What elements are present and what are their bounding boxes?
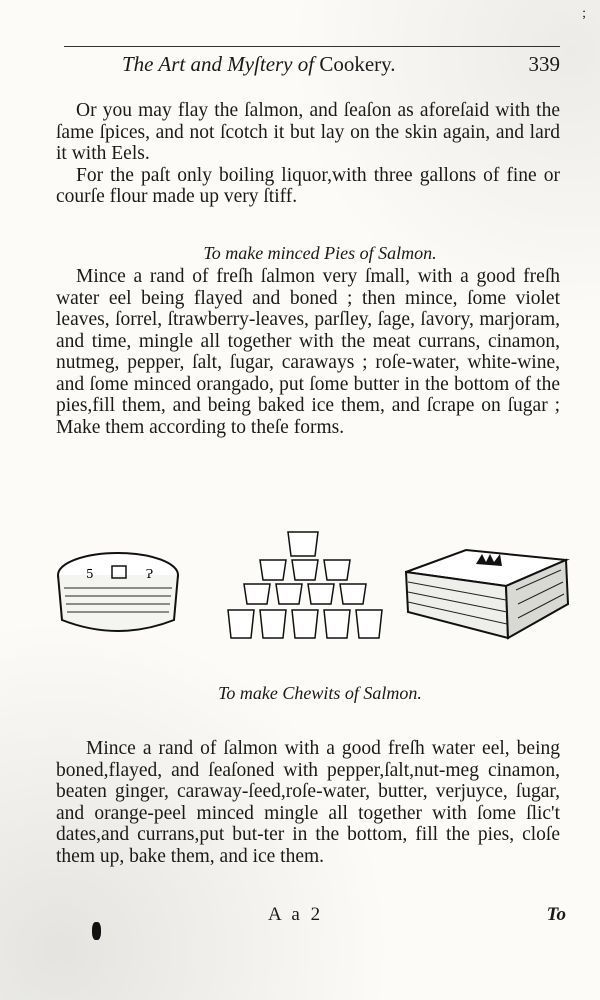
paragraph: Mince a rand of ſalmon with a good freſh water eel, being boned,flayed, and ſeaſoned with pepper,ſalt,nut-meg cinamon, beaten ginger, caraway-ſeed,roſe-water, butter, verjuyce, ſugar, and orange-peel minced mingle all together with ſome ſlic't dates,and currans,put but-ter in the bottom, fill the pies, cloſe them up, bake them, and ice them. xyxy=(56,738,560,867)
text-block-1 xyxy=(56,100,560,208)
running-head-italic: The Art and Myſtery of xyxy=(122,52,315,76)
catchword: To xyxy=(546,904,566,925)
svg-text:5: 5 xyxy=(86,567,94,581)
running-head-upright: Cookery. xyxy=(319,52,396,76)
small-pies-pyramid-figure xyxy=(228,532,382,638)
paragraph: Or you may flay the ſalmon, and ſeaſon as aforeſaid with the ſame ſpices, and not ſcotch it but lay on the skin again, and lard it with Eels. xyxy=(56,100,560,164)
square-pie-figure xyxy=(406,550,568,638)
page-number: 339 xyxy=(528,52,560,76)
top-mark: ; xyxy=(582,6,586,21)
ink-blot xyxy=(92,922,101,940)
svg-text:Ɂ: Ɂ xyxy=(146,567,154,581)
round-pie-figure xyxy=(58,553,178,631)
running-head xyxy=(122,52,396,77)
paragraph: Mince a rand of freſh ſalmon very ſmall, with a good freſh water eel being flayed and boned ; then mince, ſome violet leaves, ſorrel, ſtrawberry-leaves, parſley, ſage, ſavory, marjoram, and time, mingle all together with the meat currans, cinamon, nutmeg, pepper, ſalt, ſugar, caraways ; roſe-water, white-wine, and ſome minced orangado, put ſome butter in the bottom of the pies,fill them, and being baked ice them, and ſcrape on ſugar ; Make them according to theſe forms. xyxy=(56,266,560,438)
header-rule xyxy=(64,46,560,47)
paragraph: For the paſt only boiling liquor,with three gallons of fine or courſe flour made up very ſtiff. xyxy=(56,164,560,207)
signature-mark: A a 2 xyxy=(268,904,324,925)
recipe-heading-minced-pies: To make minced Pies of Salmon. xyxy=(203,243,437,263)
page-header xyxy=(64,52,560,82)
text-block-2 xyxy=(56,266,560,438)
pie-forms-illustration xyxy=(56,520,576,660)
text-block-3 xyxy=(56,738,560,867)
recipe-heading-chewits: To make Chewits of Salmon. xyxy=(218,683,422,703)
